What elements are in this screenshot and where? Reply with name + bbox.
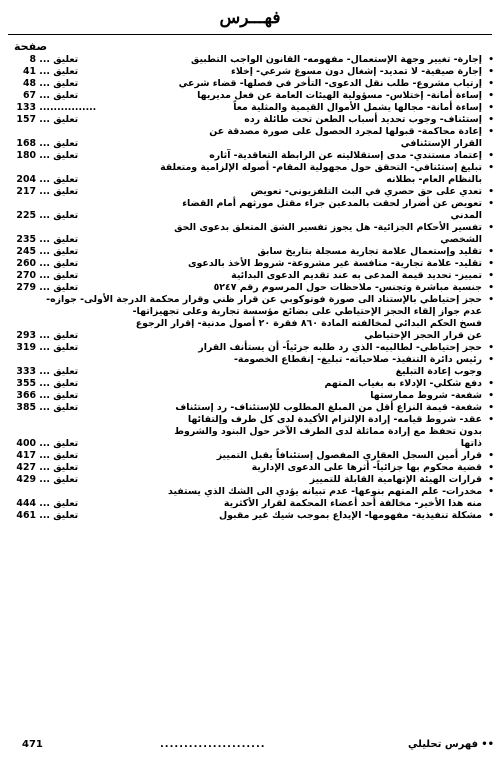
entry-page-number: 168 [16,138,36,149]
entry-text: قضية محكوم بها جزائياً- أثرها على الدعوى الإدارية [251,462,482,473]
entry-ref-label: تعليق ... [39,378,79,389]
bullet-icon: • [488,187,494,197]
bullet-icon: • [488,379,494,389]
index-entry [0,378,500,390]
bullet-icon: • [488,475,494,485]
entry-text: وجوب إعادة التبليغ [395,366,482,377]
entry-line [0,402,500,414]
entry-page-number: 366 [16,390,36,401]
entry-page-number: 157 [16,114,36,125]
index-entry [0,198,500,222]
bullet-icon: • [488,91,494,101]
index-entry [0,90,500,102]
entry-line [0,246,500,258]
entry-line [0,186,500,198]
entry-page-ref [6,210,78,222]
entry-line [0,210,500,222]
entry-line [0,486,500,498]
entry-page-number: 333 [16,366,36,377]
entry-ref-label: تعليق ... [39,450,79,461]
entry-text: ذاتها [460,438,482,449]
bullet-icon: • [488,355,494,365]
entry-line [0,510,500,522]
index-entry [0,258,500,270]
entry-text: قرارات الهيئة الإتهامية القابلة للتمييز [309,474,482,485]
entry-page-ref [6,330,78,342]
entry-page-ref [6,234,78,246]
index-entry [0,510,500,522]
entry-page-ref [6,114,78,126]
entry-page-ref [6,366,78,378]
index-entry [0,342,500,354]
index-entry [0,390,500,402]
index-entry [0,462,500,474]
entry-ref-label: ................ [39,102,97,113]
entry-line [0,378,500,390]
entry-page-ref [6,186,78,198]
entry-page-number: 385 [16,402,36,413]
entry-text: تعويض عن أضرار لحقت بالمدعين جراء مقتل مورثهم أمام القضاء [182,198,482,209]
entry-text: حجز إحتياطي- لطالبيه- الذي رد طلبه جزئياً- أن يستأنف القرار [198,342,482,353]
entry-page-ref [6,270,78,282]
entry-ref-label: تعليق ... [39,114,79,125]
index-entry [0,54,500,66]
entry-line [0,426,500,438]
entry-text: جنسية مباشرة وتجنس- ملاحظات حول المرسوم رقم ٥٢٤٧ [213,282,482,293]
index-entry [0,414,500,450]
entry-text: تقليد وإستعمال علامة تجارية مسجلة بتاريخ سابق [257,246,482,257]
index-entry [0,282,500,294]
index-entry [0,66,500,78]
index-entry [0,294,500,342]
entry-line [0,78,500,90]
entry-page-ref [6,138,78,150]
entry-text: تفسير الأحكام الجزائية- هل يجوز تفسير الشق المتعلق بدعوى الحق [174,222,482,233]
entry-page-number: 8 [29,54,36,65]
index-entry [0,402,500,414]
index-entry [0,246,500,258]
entry-page-number: 293 [16,330,36,341]
bullet-icon: • [488,67,494,77]
bullet-icon: • [488,223,494,233]
entry-page-number: 225 [16,210,36,221]
entry-page-number: 319 [16,342,36,353]
bullet-icon: • [488,271,494,281]
bullet-icon: • [488,247,494,257]
entry-text: القرار الإستئنافي [400,138,482,149]
entry-page-ref [6,90,78,102]
bullet-icon: • [488,79,494,89]
bullet-icon: • [488,163,494,173]
entry-line [0,342,500,354]
entry-text: إرتياب مشروع- طلب نقل الدعوى- التأخر في فصلها- قضاء شرعي [178,78,482,89]
entry-ref-label: تعليق ... [39,438,79,449]
index-entry [0,78,500,90]
bullet-icon: • [488,415,494,425]
bullet-icon: • [488,463,494,473]
entry-ref-label: تعليق ... [39,234,79,245]
entry-page-ref [6,150,78,162]
bullet-icon: • [488,403,494,413]
entry-line [0,366,500,378]
entry-ref-label: تعليق ... [39,402,79,413]
entry-text: المدني [450,210,482,221]
bullet-icon: • [488,343,494,353]
entry-line [0,66,500,78]
entry-page-number: 461 [16,510,36,521]
bullet-icon: • [488,199,494,209]
entry-page-number: 417 [16,450,36,461]
entry-page-ref [6,66,78,78]
index-entry [0,222,500,246]
entry-page-ref [6,402,78,414]
footer-page: 471 [22,739,43,750]
entry-page-ref [6,462,78,474]
entry-page-ref [6,282,78,294]
bullet-icon: • [488,511,494,521]
entry-page-number: 400 [16,438,36,449]
index-entry [0,162,500,186]
entry-line [0,114,500,126]
entry-page-ref [6,342,78,354]
entry-page-number: 48 [22,78,36,89]
entry-page-number: 235 [16,234,36,245]
entry-line [0,282,500,294]
entry-ref-label: تعليق ... [39,66,79,77]
entry-line [0,270,500,282]
bullet-icon: • [488,283,494,293]
entry-ref-label: تعليق ... [39,462,79,473]
entry-text: حجز إحتياطي بالإستناد الى صورة فوتوكوبي عن قرار ظني وقرار محكمة الدرجة الأولى- جوازه- [46,294,482,305]
index-entry [0,114,500,126]
entry-page-ref [6,246,78,258]
entry-line [0,306,500,318]
footer-bullet: •• [481,739,494,750]
entry-line [0,330,500,342]
entry-ref-label: تعليق ... [39,90,79,101]
entry-page-number: 444 [16,498,36,509]
entry-page-number: 180 [16,150,36,161]
entry-text: شفعة- قيمة النزاع أقل من المبلغ المطلوب للإستئناف- رد إستئناف [175,402,482,413]
entry-ref-label: تعليق ... [39,150,79,161]
entry-line [0,450,500,462]
entry-line [0,90,500,102]
entry-page-ref [6,54,78,66]
entry-line [0,354,500,366]
bullet-icon: • [488,127,494,137]
index-entry [0,102,500,114]
entry-line [0,498,500,510]
entry-text: إستئناف- وجوب تحديد أسباب الطعن تحت طائلة رده [244,114,482,125]
entry-ref-label: تعليق ... [39,510,79,521]
entry-ref-label: تعليق ... [39,258,79,269]
entry-ref-label: تعليق ... [39,474,79,485]
entry-text: الشخصي [440,234,482,245]
entry-text: بالنظام العام- بطلانه [386,174,482,185]
footer-dots: ...................... [160,739,266,750]
index-entry [0,186,500,198]
bullet-icon: • [488,55,494,65]
entry-text: عن قرار الحجز الإحتياطي [364,330,482,341]
index-entry [0,450,500,462]
entry-page-number: 204 [16,174,36,185]
bullet-icon: • [488,487,494,497]
index-entry [0,354,500,378]
entry-page-ref [6,498,78,510]
bullet-icon: • [488,115,494,125]
entry-ref-label: تعليق ... [39,186,79,197]
entry-page-ref [6,390,78,402]
entry-line [0,174,500,186]
entry-line [0,222,500,234]
entry-ref-label: تعليق ... [39,174,79,185]
entry-text: بدون تحفظ مع إرادة مماثلة لدى الطرف الآخر حول البنود والشروط [174,426,482,437]
entry-text: تقليد- علامة تجارية- منافسة غير مشروعة- شروط الأخذ بالدعوى [187,258,482,269]
entry-line [0,162,500,174]
entry-text: إجارة- تغيير وجهة الإستعمال- مفهومه- القانون الواجب التطبيق [191,54,482,65]
entry-text: مشكلة تنفيذية- مفهومها- الإيداع بموجب شيك غير مقبول [219,510,482,521]
bullet-icon: • [488,451,494,461]
entry-ref-label: تعليق ... [39,54,79,65]
index-entry [0,486,500,510]
entry-line [0,102,500,114]
entry-page-number: 279 [16,282,36,293]
entry-page-ref [6,258,78,270]
entry-ref-label: تعليق ... [39,366,79,377]
page-title: فهـــرس [219,8,281,28]
entry-text: فسخ الحكم البدائي لمخالفته المادة ٨٦٠ فقرة ٢٠ أصول مدنية- إقرار الرجوع [135,318,482,329]
entry-line [0,54,500,66]
entry-line [0,462,500,474]
entry-page-ref [6,474,78,486]
entry-ref-label: تعليق ... [39,210,79,221]
entry-line [0,390,500,402]
entry-ref-label: تعليق ... [39,270,79,281]
bullet-icon: • [488,103,494,113]
bullet-icon: • [488,295,494,305]
entry-page-number: 270 [16,270,36,281]
entry-page-ref [6,450,78,462]
entry-text: إعتماد مستندي- مدى إستقلاليته عن الرابطة التعاقدية- آثاره [209,150,482,161]
bullet-icon: • [488,151,494,161]
bullet-icon: • [488,391,494,401]
entry-line [0,150,500,162]
entry-line [0,294,500,306]
entry-page-ref [6,102,96,114]
index-entry [0,150,500,162]
entry-page-number: 67 [22,90,36,101]
entry-page-number: 41 [22,66,36,77]
entry-line [0,198,500,210]
entry-page-ref [6,438,78,450]
entry-ref-label: تعليق ... [39,246,79,257]
entry-text: دفع شكلي- الإدلاء به بغياب المتهم [324,378,482,389]
entry-line [0,474,500,486]
entry-text: تمييز- تحديد قيمة المدعى به عند تقديم الدعوى البدائية [231,270,482,281]
entry-text: إعادة محاكمة- قبولها لمجرد الحصول على صورة مصدقة عن [209,126,482,137]
index-entries [0,54,500,522]
entry-page-number: 133 [16,102,36,113]
entry-ref-label: تعليق ... [39,498,79,509]
index-entry [0,474,500,486]
entry-text: رئيس دائرة التنفيذ- صلاحياته- تبليغ- إنقطاع الخصومة- [234,354,482,365]
title-rule [8,34,492,35]
bullet-icon: • [488,259,494,269]
entry-line [0,258,500,270]
entry-text: شفعة- شروط ممارستها [370,390,482,401]
entry-text: منه هذا الأخير- مخالفة أحد أعضاء المحكمة لقرار الأكثرية [223,498,482,509]
index-entry [0,270,500,282]
entry-text: عقد- شروط قيامه- إرادة الإلتزام الأكيدة لدى كل طرف وإلتقائها [187,414,482,425]
entry-page-ref [6,174,78,186]
entry-page-number: 427 [16,462,36,473]
entry-ref-label: تعليق ... [39,342,79,353]
entry-text: مخدرات- علم المتهم بنوعها- عدم تبيانه يؤدي الى الشك الذي يستفيد [168,486,482,497]
footer-entry [0,739,500,753]
entry-text: تعدي على حق حصري في البث التلفزيوني- تعويض [250,186,482,197]
entry-page-number: 355 [16,378,36,389]
footer-label: فهرس تحليلي [408,739,478,750]
entry-line [0,234,500,246]
entry-page-number: 260 [16,258,36,269]
entry-page-ref [6,510,78,522]
entry-text: إساءة أمانة- مجالها يشمل الأموال القيمية والمثلية معاً [233,102,482,113]
entry-line [0,138,500,150]
entry-ref-label: تعليق ... [39,390,79,401]
entry-ref-label: تعليق ... [39,78,79,89]
entry-text: إساءة أمانة- إختلاس- مسؤولية الهيئات العامة عن فعل مديريها [197,90,482,101]
entry-text: عدم جواز إلقاء الحجز الإحتياطي على بضائع مؤسسة تجارية وعلى تجهيزاتها- [132,306,482,317]
entry-line [0,438,500,450]
entry-text: تبليغ إستئنافي- التحقق حول مجهولية المقام- أصوله الإلزامية ومتعلقة [160,162,482,173]
entry-page-ref [6,378,78,390]
entry-line [0,318,500,330]
entry-page-number: 245 [16,246,36,257]
entry-text: إجارة صيفية- لا تمديد- إشغال دون مسوغ شرعي- إخلاء [231,66,482,77]
entry-page-number: 217 [16,186,36,197]
entry-page-ref [6,78,78,90]
entry-ref-label: تعليق ... [39,282,79,293]
entry-line [0,126,500,138]
entry-ref-label: تعليق ... [39,330,79,341]
page-column-header: صفحة [14,40,48,53]
entry-ref-label: تعليق ... [39,138,79,149]
entry-text: قرار أمين السجل العقاري المفصول إستئنافاً يقبل التمييز [216,450,482,461]
index-entry [0,126,500,150]
entry-page-number: 429 [16,474,36,485]
entry-line [0,414,500,426]
